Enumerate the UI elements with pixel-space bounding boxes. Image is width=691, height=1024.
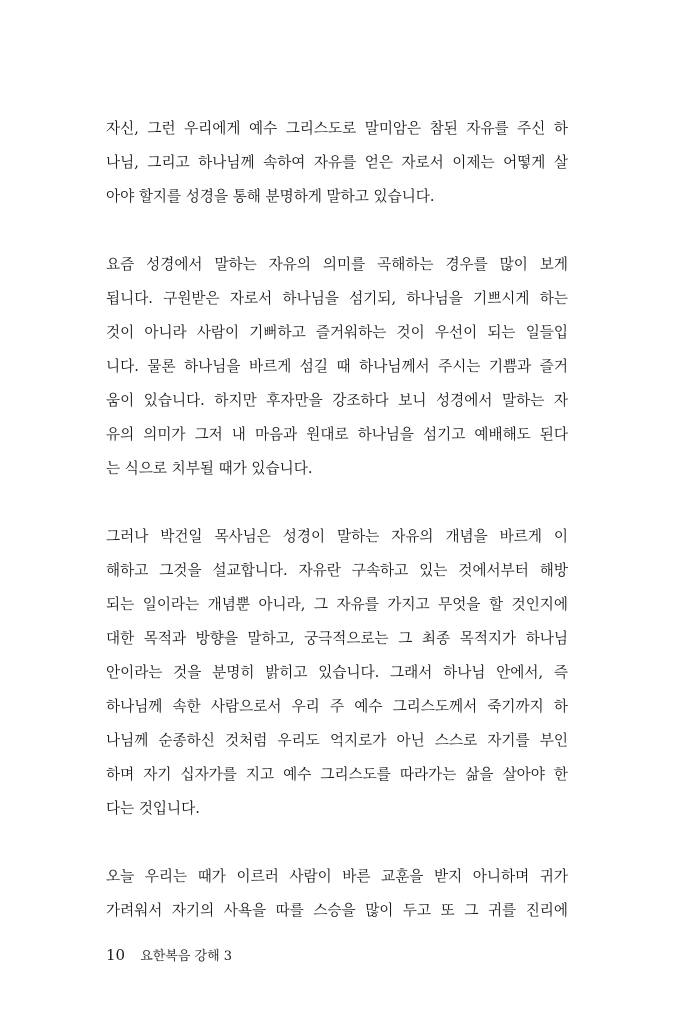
text-line: 아야 할지를 성경을 통해 분명하게 말하고 있습니다. [106, 188, 435, 205]
text-line: 됩니다. 구원받은 자로서 하나님을 섬기되, 하나님을 기쁘시게 하는 [106, 290, 568, 307]
paragraph-1 [106, 112, 568, 214]
text-line: 대한 목적과 방향을 말하고, 궁극적으로는 그 최종 목적지가 하나님 [106, 630, 568, 647]
text-line: 오늘 우리는 때가 이르러 사람이 바른 교훈을 받지 아니하며 귀가 [106, 868, 568, 885]
page-number: 10 [106, 946, 126, 964]
text-line: 하며 자기 십자가를 지고 예수 그리스도를 따라가는 삶을 살아야 한 [106, 766, 568, 783]
text-line: 유의 의미가 그저 내 마음과 원대로 하나님을 섬기고 예배해도 된다 [106, 426, 568, 443]
text-line: 하나님께 속한 사람으로서 우리 주 예수 그리스도께서 죽기까지 하 [106, 698, 568, 715]
text-line: 나님께 순종하신 것처럼 우리도 억지로가 아닌 스스로 자기를 부인 [106, 732, 568, 749]
text-line: 나님, 그리고 하나님께 속하여 자유를 얻은 자로서 이제는 어떻게 살 [106, 154, 568, 171]
text-line: 안이라는 것을 분명히 밝히고 있습니다. 그래서 하나님 안에서, 즉 [106, 664, 568, 681]
body-text [106, 112, 568, 962]
text-line: 자신, 그런 우리에게 예수 그리스도로 말미암은 참된 자유를 주신 하 [106, 120, 568, 137]
page-footer [106, 943, 232, 967]
text-line: 되는 일이라는 개념뿐 아니라, 그 자유를 가지고 무엇을 할 것인지에 [106, 596, 568, 613]
text-line: 것이 아니라 사람이 기뻐하고 즐거워하는 것이 우선이 되는 일들입 [106, 324, 568, 341]
paragraph-2 [106, 248, 568, 486]
text-line: 가려워서 자기의 사욕을 따를 스승을 많이 두고 또 그 귀를 진리에 [106, 902, 568, 919]
text-line: 요즘 성경에서 말하는 자유의 의미를 곡해하는 경우를 많이 보게 [106, 256, 568, 273]
text-line: 는 식으로 치부될 때가 있습니다. [106, 460, 313, 477]
text-line: 다는 것입니다. [106, 800, 200, 817]
running-title: 요한복음 강해 3 [140, 949, 233, 964]
text-line: 그러나 박건일 목사님은 성경이 말하는 자유의 개념을 바르게 이 [106, 528, 568, 545]
text-line: 해하고 그것을 설교합니다. 자유란 구속하고 있는 것에서부터 해방 [106, 562, 568, 579]
text-line: 니다. 물론 하나님을 바르게 섬길 때 하나님께서 주시는 기쁨과 즐거 [106, 358, 568, 375]
paragraph-3 [106, 520, 568, 826]
text-line: 움이 있습니다. 하지만 후자만을 강조하다 보니 성경에서 말하는 자 [106, 392, 568, 409]
paragraph-4 [106, 860, 568, 928]
